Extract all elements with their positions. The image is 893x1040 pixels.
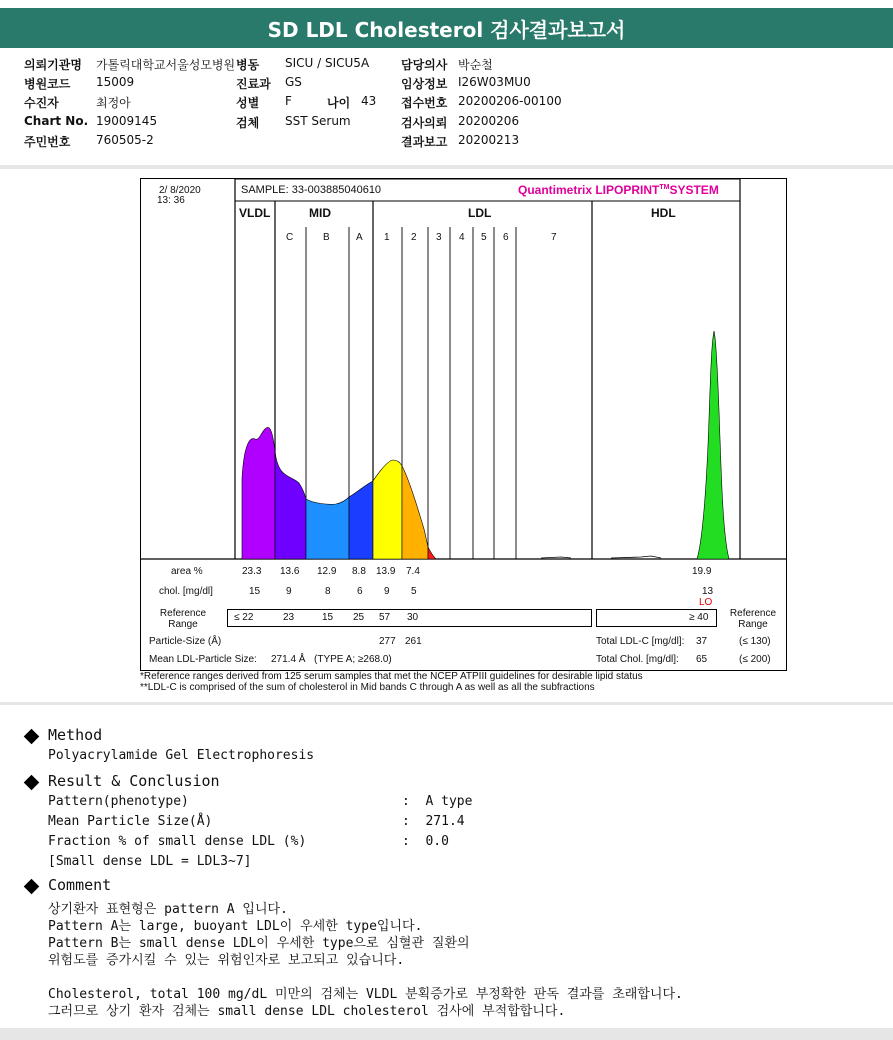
group-vldl: VLDL	[239, 206, 271, 220]
area-ldl1: 13.9	[376, 566, 396, 577]
resident-label: 주민번호	[24, 135, 71, 149]
footnote-2: **LDL-C is comprised of the sum of cholesterol in Mid bands C through A as well as all the subfractions	[140, 682, 595, 693]
comment-line: Cholesterol, total 100 mg/dL 미만의 검체는 VLDL 분획증가로 부정확한 판독 결과를 초래합니다.	[48, 987, 683, 1002]
chol-mid-a: 6	[357, 586, 363, 597]
ldl3-peak	[428, 547, 436, 559]
mid-b-peak	[306, 497, 349, 559]
chol-mid-c: 9	[286, 586, 292, 597]
comment-heading: Comment	[48, 876, 112, 894]
specimen-label: 검체	[236, 116, 260, 130]
result-value-fraction: : 0.0	[402, 834, 449, 849]
clinical-label: 임상정보	[401, 77, 448, 91]
area-hdl: 19.9	[692, 566, 712, 577]
band-6: 6	[503, 232, 509, 243]
patient-info	[0, 48, 893, 166]
total-ldl-ref: (≤ 130)	[739, 636, 771, 647]
brand-main: Quantimetrix LIPOPRINT	[518, 183, 660, 197]
report-date-value: 20200213	[458, 133, 520, 147]
footer-bar	[0, 1028, 893, 1040]
particle-ldl1: 277	[379, 636, 396, 647]
total-chol-ref: (≤ 200)	[739, 654, 771, 665]
area-ldl2: 7.4	[406, 566, 420, 577]
ward-label: 병동	[236, 58, 260, 72]
ref-mid-a: 25	[353, 612, 365, 623]
group-ldl: LDL	[468, 206, 492, 220]
result-label-fraction: Fraction % of small dense LDL (%)	[48, 834, 307, 849]
result-value-pattern: : A type	[402, 794, 473, 809]
hospital-code-value: 15009	[96, 75, 135, 89]
institution-label: 의뢰기관명	[24, 58, 82, 72]
mean-type: (TYPE A; ≥268.0)	[314, 654, 392, 665]
doctor-label: 담당의사	[401, 58, 448, 72]
ref-mid-b: 15	[322, 612, 334, 623]
receipt-label: 접수번호	[401, 96, 448, 110]
brand-tm: TM	[659, 184, 670, 191]
total-ldl-value: 37	[696, 636, 708, 647]
result-label-size: Mean Particle Size(Å)	[48, 814, 213, 829]
institution-value: 가톨릭대학교서울성모병원	[96, 58, 236, 72]
area-label: area %	[171, 566, 203, 577]
report-time: 13: 36	[157, 195, 185, 206]
report-date: 2/ 8/2020	[159, 185, 201, 196]
band-1: 1	[384, 232, 390, 243]
divider	[0, 165, 893, 169]
band-2: 2	[411, 232, 417, 243]
dept-value: GS	[285, 75, 302, 89]
mean-value: 271.4 Å	[271, 654, 306, 665]
band-3: 3	[436, 232, 442, 243]
method-heading: Method	[48, 726, 103, 744]
sex-label: 성별	[236, 96, 260, 110]
chol-ldl1: 9	[384, 586, 390, 597]
area-mid-b: 12.9	[317, 566, 337, 577]
ldl1-peak	[373, 460, 402, 559]
sex-value: F	[285, 94, 292, 108]
doctor-value: 박순철	[458, 58, 493, 72]
ref-hdl: ≥ 40	[689, 612, 709, 623]
lipoprint-report	[140, 178, 787, 671]
group-hdl: HDL	[651, 206, 676, 220]
chart-label: Chart No.	[24, 114, 89, 128]
brand-label	[518, 183, 719, 197]
mid-a-peak	[349, 481, 373, 559]
bullet-icon	[24, 879, 40, 895]
examinee-label: 수진자	[24, 96, 59, 110]
divider	[0, 702, 893, 705]
chol-mid-b: 8	[325, 586, 331, 597]
sample-id: SAMPLE: 33-003885040610	[241, 184, 382, 196]
request-label: 검사의뢰	[401, 116, 448, 130]
age-label: 나이	[327, 96, 351, 110]
ref-ldl1: 57	[379, 612, 391, 623]
area-mid-a: 8.8	[352, 566, 366, 577]
chol-label: chol. [mg/dl]	[159, 586, 213, 597]
ref-label-right: Reference Range	[729, 608, 777, 630]
mid-c-peak	[275, 451, 306, 559]
total-chol-label: Total Chol. [mg/dl]:	[596, 654, 679, 665]
total-chol-value: 65	[696, 654, 708, 665]
area-mid-c: 13.6	[280, 566, 300, 577]
brand-tail: SYSTEM	[669, 183, 719, 197]
specimen-value: SST Serum	[285, 114, 351, 128]
band-c: C	[286, 232, 294, 243]
chol-vldl: 15	[249, 586, 261, 597]
area-vldl: 23.3	[242, 566, 262, 577]
comment-line: 그러므로 상기 환자 검체는 small dense LDL cholesterol 검사에 부적합합니다.	[48, 1004, 566, 1019]
group-mid: MID	[309, 206, 331, 220]
comment-line: 위험도를 증가시킬 수 있는 위험인자로 보고되고 있습니다.	[48, 953, 405, 968]
clinical-value: I26W03MU0	[458, 75, 531, 89]
comment-line: Pattern B는 small dense LDL이 우세한 type으로 심혈관 질환의	[48, 936, 470, 951]
band-b: B	[323, 232, 330, 243]
resident-value: 760505-2	[96, 133, 154, 147]
report-title: SD LDL Cholesterol 검사결과보고서	[0, 8, 893, 48]
band-7: 7	[551, 232, 557, 243]
hdl-peak	[697, 331, 729, 559]
band-5: 5	[481, 232, 487, 243]
hdl-flag: LO	[699, 597, 713, 608]
vldl-peak	[242, 427, 275, 559]
examinee-value: 최정아	[96, 96, 131, 110]
total-ldl-label: Total LDL-C [mg/dl]:	[596, 636, 685, 647]
particle-label: Particle-Size (Å)	[149, 636, 222, 647]
hospital-code-label: 병원코드	[24, 77, 71, 91]
chol-ldl2: 5	[411, 586, 417, 597]
footnote-1: *Reference ranges derived from 125 serum samples that met the NCEP ATPIII guidelines for desirable lipid status	[140, 671, 643, 682]
age-value: 43	[361, 94, 377, 108]
ref-mid-c: 23	[283, 612, 295, 623]
comment-line: 상기환자 표현형은 pattern A 입니다.	[48, 902, 288, 917]
ldl2-peak	[402, 466, 428, 559]
method-text: Polyacrylamide Gel Electrophoresis	[48, 748, 315, 763]
comment-line: Pattern A는 large, buoyant LDL이 우세한 type입니다.	[48, 919, 423, 934]
request-value: 20200206	[458, 114, 520, 128]
band-a: A	[356, 232, 363, 243]
mean-label: Mean LDL-Particle Size:	[149, 654, 257, 665]
chart-value: 19009145	[96, 114, 158, 128]
bullet-icon	[24, 775, 40, 791]
band-4: 4	[459, 232, 465, 243]
report-date-label: 결과보고	[401, 135, 448, 149]
chol-hdl: 13	[702, 586, 714, 597]
ref-label-left: Reference Range	[159, 608, 207, 630]
dept-label: 진료과	[236, 77, 271, 91]
result-heading: Result & Conclusion	[48, 772, 220, 790]
result-label-pattern: Pattern(phenotype)	[48, 794, 189, 809]
ref-ldl2: 30	[407, 612, 419, 623]
bullet-icon	[24, 729, 40, 745]
ward-value: SICU / SICU5A	[285, 56, 370, 70]
receipt-value: 20200206-00100	[458, 94, 562, 108]
result-note: [Small dense LDL = LDL3~7]	[48, 854, 252, 869]
ref-vldl: ≤ 22	[234, 612, 254, 623]
particle-ldl2: 261	[405, 636, 422, 647]
result-value-size: : 271.4	[402, 814, 465, 829]
